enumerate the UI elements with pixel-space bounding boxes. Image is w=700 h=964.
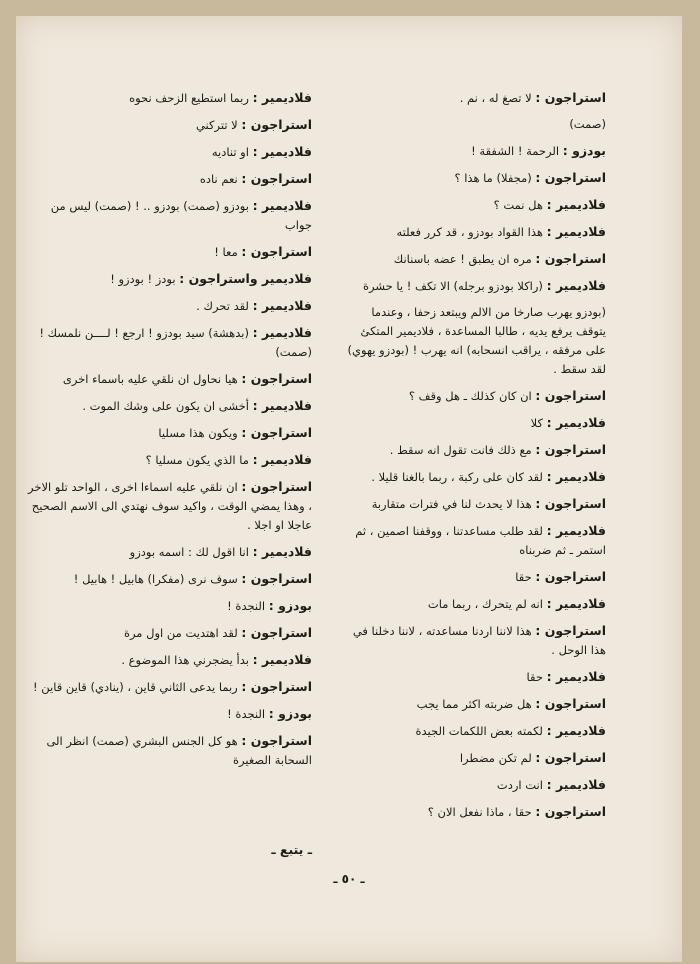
speaker-name: فلاديمير : [546,197,606,212]
dialogue-text: هل نمت ؟ [493,198,543,212]
speaker-name: استراجون : [535,750,606,765]
right-column [344,88,606,829]
dialogue-line [344,567,606,587]
dialogue-line [28,596,312,616]
dialogue-text: بدأ يضجرني هذا الموضوع . [121,653,249,667]
dialogue-line [344,195,606,215]
dialogue-text: (بودزو يهرب صارخا من الالم ويبتعد زحفا ، وعندما يتوقف يرفع يديه ، طالبا المساعدة ، فلاديمير المتكئ على مرفقه ، يراقب انسحابه) انه يهرب ! (بودزو يهوي) لقد سقط . [347,305,606,376]
speaker-name: استراجون : [535,251,606,266]
speaker-name: فلاديمير : [546,723,606,738]
dialogue-line [344,667,606,687]
dialogue-line [28,296,312,316]
dialogue-line [344,775,606,795]
dialogue-text: لا تصغ له ، نم . [459,91,532,105]
dialogue-line [28,115,312,135]
dialogue-text: لقد كان على ركبة ، ربما بالغنا قليلا . [371,470,543,484]
dialogue-text: بودزو (صمت) بودزو .. ! (صمت) ليس من جواب [50,199,312,232]
dialogue-line [28,704,312,724]
speaker-name: فلاديمير : [252,144,312,159]
dialogue-line [344,115,606,134]
dialogue-text: هيا نحاول ان نلقي عليه باسماء اخرى [62,372,238,386]
dialogue-line [28,269,312,289]
dialogue-text: نعم ناده [199,172,238,186]
speaker-name: استراجون : [535,388,606,403]
speaker-name: استراجون : [535,90,606,105]
dialogue-line [344,440,606,460]
dialogue-text: (راكلا بودزو برجله) الا تكف ! يا حشرة [363,279,543,293]
dialogue-text: حقا ، ماذا نفعل الان ؟ [427,805,532,819]
speaker-name: استراجون : [241,679,312,694]
dialogue-text: انه لم يتحرك ، ربما مات [427,597,543,611]
dialogue-line [28,369,312,389]
speaker-name: فلاديمير : [252,298,312,313]
page-number: ـ ٥٠ ـ [333,872,365,886]
dialogue-text: حقا [515,570,532,584]
dialogue-line [28,677,312,697]
continued-label: ـ يتبع ـ [271,842,312,857]
dialogue-line [28,396,312,416]
dialogue-text: انت اردت [496,778,543,792]
dialogue-line [344,748,606,768]
dialogue-text: حقا [526,670,543,684]
dialogue-line [28,650,312,670]
dialogue-text: الرحمة ! الشفقة ! [471,144,560,158]
speaker-name: استراجون : [241,171,312,186]
dialogue-line [28,542,312,562]
dialogue-text: لقد تحرك . [196,299,249,313]
dialogue-text: هل ضربته اكثر مما يجب [416,697,532,711]
dialogue-line [28,731,312,770]
speaker-name: استراجون : [535,696,606,711]
speaker-name: فلاديمير : [546,224,606,239]
speaker-name: فلاديمير : [546,278,606,293]
dialogue-text: لا تتركني [195,118,238,132]
speaker-name: فلاديمير : [546,596,606,611]
speaker-name: بودزو : [268,598,312,613]
dialogue-line [344,521,606,560]
dialogue-line [28,169,312,189]
dialogue-line [344,222,606,242]
dialogue-line [344,694,606,714]
dialogue-text: (مجفلا) ما هذا ؟ [454,171,532,185]
dialogue-line [28,88,312,108]
dialogue-text: (صمت) [569,117,606,131]
dialogue-line [344,594,606,614]
speaker-name: استراجون : [535,804,606,819]
speaker-name: فلاديمير : [546,469,606,484]
dialogue-text: النجدة ! [227,599,266,613]
speaker-name: استراجون : [535,569,606,584]
dialogue-text: ربما استطيع الزحف نحوه [129,91,249,105]
dialogue-line [344,141,606,161]
speaker-name: فلاديمير : [252,90,312,105]
speaker-name: استراجون : [241,371,312,386]
speaker-name: استراجون : [535,442,606,457]
dialogue-text: ما الذي يكون مسليا ؟ [145,453,249,467]
speaker-name: فلاديمير : [546,415,606,430]
dialogue-text: هو كل الجنس البشري (صمت) انظر الى السحابة الصغيرة [46,734,312,767]
dialogue-text: لكمته بعض اللكمات الجيدة [415,724,543,738]
dialogue-line [28,196,312,235]
dialogue-text: أخشى ان يكون على وشك الموت . [82,399,249,413]
dialogue-line [344,413,606,433]
speaker-name: استراجون : [535,170,606,185]
speaker-name: فلاديمير : [546,777,606,792]
speaker-name: بودزو : [268,706,312,721]
dialogue-text: ان كان كذلك ـ هل وقف ؟ [408,389,532,403]
speaker-name: فلاديمير : [252,198,312,213]
speaker-name: استراجون : [241,117,312,132]
dialogue-text: بودز ! بودزو ! [110,272,176,286]
dialogue-line [344,802,606,822]
dialogue-text: ان نلقي عليه اسماءا اخرى ، الواحد تلو الاخر ، وهذا يمضي الوقت ، واكيد سوف نهتدي الى الاسم الصحيح عاجلا او اجلا . [28,480,312,532]
dialogue-line [28,623,312,643]
dialogue-text: هذا القواد بودزو ، قد كرر فعلته [396,225,543,239]
dialogue-line [344,467,606,487]
speaker-name: استراجون : [241,571,312,586]
speaker-name: استراجون : [241,244,312,259]
dialogue-line [344,168,606,188]
dialogue-text: كلا [530,416,543,430]
dialogue-text: هذا لا يحدث لنا في فترات متقاربة [371,497,532,511]
dialogue-line [344,249,606,269]
speaker-name: استراجون : [241,625,312,640]
dialogue-text: او تناديه [211,145,249,159]
speaker-name: فلاديمير : [252,544,312,559]
dialogue-line [344,88,606,108]
speaker-name: استراجون : [535,623,606,638]
speaker-name: فلاديمير : [252,398,312,413]
dialogue-text: انا اقول لك : اسمه بودزو [129,545,249,559]
dialogue-line [344,621,606,660]
dialogue-text: النجدة ! [227,707,266,721]
speaker-name: فلاديمير : [252,452,312,467]
book-page [16,16,682,962]
speaker-name: استراجون : [535,496,606,511]
speaker-name: استراجون : [241,479,312,494]
dialogue-text: لقد اهتديت من اول مرة [123,626,238,640]
dialogue-line [344,303,606,379]
dialogue-text: لم تكن مضطرا [459,751,532,765]
dialogue-text: ويكون هذا مسليا [158,426,238,440]
dialogue-line [28,242,312,262]
left-column [28,88,312,777]
dialogue-text: لقد طلب مساعدتنا ، ووقفنا اصمين ، ثم استمر ـ ثم ضربناه [355,524,606,557]
dialogue-line [28,142,312,162]
speaker-name: فلاديمير : [546,669,606,684]
dialogue-text: هذا لاننا اردنا مساعدته ، لاننا دخلنا في هذا الوحل . [352,624,606,657]
speaker-name: بودزو : [562,143,606,158]
speaker-name: فلاديمير : [252,325,312,340]
dialogue-line [344,494,606,514]
speaker-name: فلاديمير : [252,652,312,667]
dialogue-line [28,450,312,470]
speaker-name: استراجون : [241,425,312,440]
dialogue-line [344,386,606,406]
dialogue-line [28,323,312,362]
speaker-name: استراجون : [241,733,312,748]
speaker-name: فلاديمير : [546,523,606,538]
dialogue-text: مره ان يطبق ! عضه باسنانك [393,252,532,266]
dialogue-line [28,423,312,443]
dialogue-text: سوف نرى (مفكرا) هابيل ! هابيل ! [73,572,238,586]
dialogue-line [28,477,312,535]
dialogue-text: (بدهشة) سيد بودزو ! ارجع ! لــــن نلمسك ! (صمت) [39,326,312,359]
dialogue-line [28,569,312,589]
dialogue-text: معا ! [214,245,238,259]
dialogue-line [344,721,606,741]
dialogue-text: ربما يدعى الثاني قاين ، (ينادي) قاين قاين ! [32,680,238,694]
dialogue-line [344,276,606,296]
speaker-name: فلاديمير واستراجون : [179,271,312,286]
dialogue-text: مع ذلك فانت تقول انه سقط . [389,443,532,457]
